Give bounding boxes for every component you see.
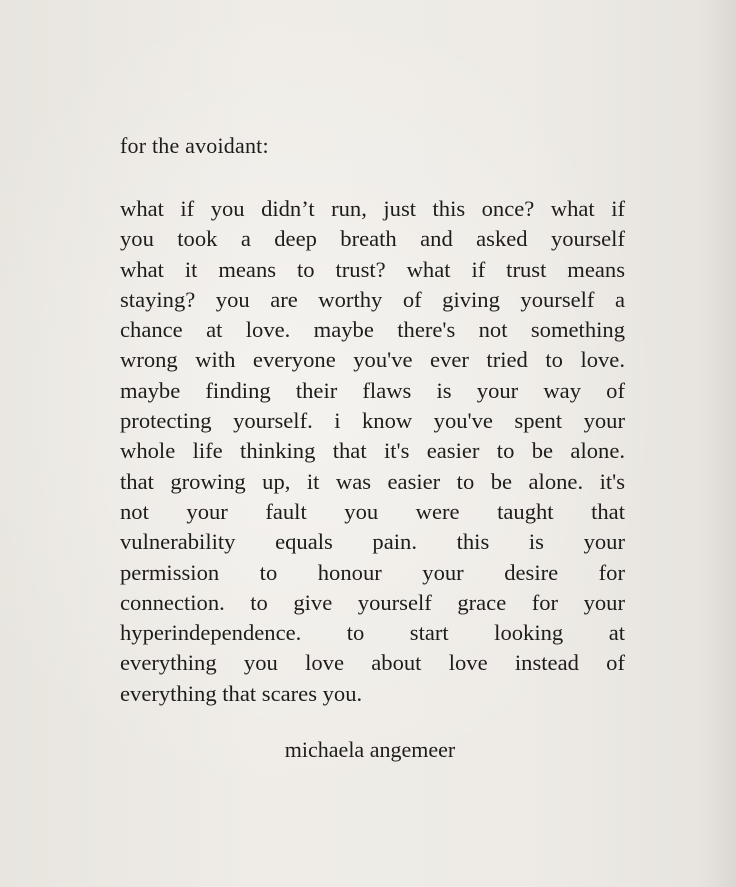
poem-line: wrong with everyone you've ever tried to love. <box>120 347 625 373</box>
poem-line: that growing up, it was easier to be alone. it's <box>120 468 625 494</box>
poem-line: hyperindependence. to start looking at <box>120 620 625 646</box>
poem-line: not your fault you were taught that <box>120 498 625 524</box>
poem-body <box>120 194 625 709</box>
poem-line: maybe finding their flaws is your way of <box>120 377 625 403</box>
poem-line: what it means to trust? what if trust means <box>120 256 625 282</box>
poem-line: connection. to give yourself grace for your <box>120 589 625 615</box>
poem-line: protecting yourself. i know you've spent your <box>120 408 625 434</box>
poem-line: vulnerability equals pain. this is your <box>120 529 625 555</box>
poem-line: chance at love. maybe there's not something <box>120 317 625 343</box>
poem-line: everything you love about love instead of <box>120 650 625 676</box>
poem-line: staying? you are worthy of giving yourself a <box>120 286 625 312</box>
author-signature <box>0 737 736 763</box>
poem-line: everything that scares you. <box>120 680 363 706</box>
poem-line: what if you didn’t run, just this once? what if <box>120 196 625 221</box>
poem-title: for the avoidant: <box>120 133 269 158</box>
author-name: michaela angemeer <box>284 737 456 762</box>
poem-line: you took a deep breath and asked yourself <box>120 226 625 252</box>
poem-line: permission to honour your desire for <box>120 559 625 585</box>
poem-line: whole life thinking that it's easier to be alone. <box>120 438 625 464</box>
